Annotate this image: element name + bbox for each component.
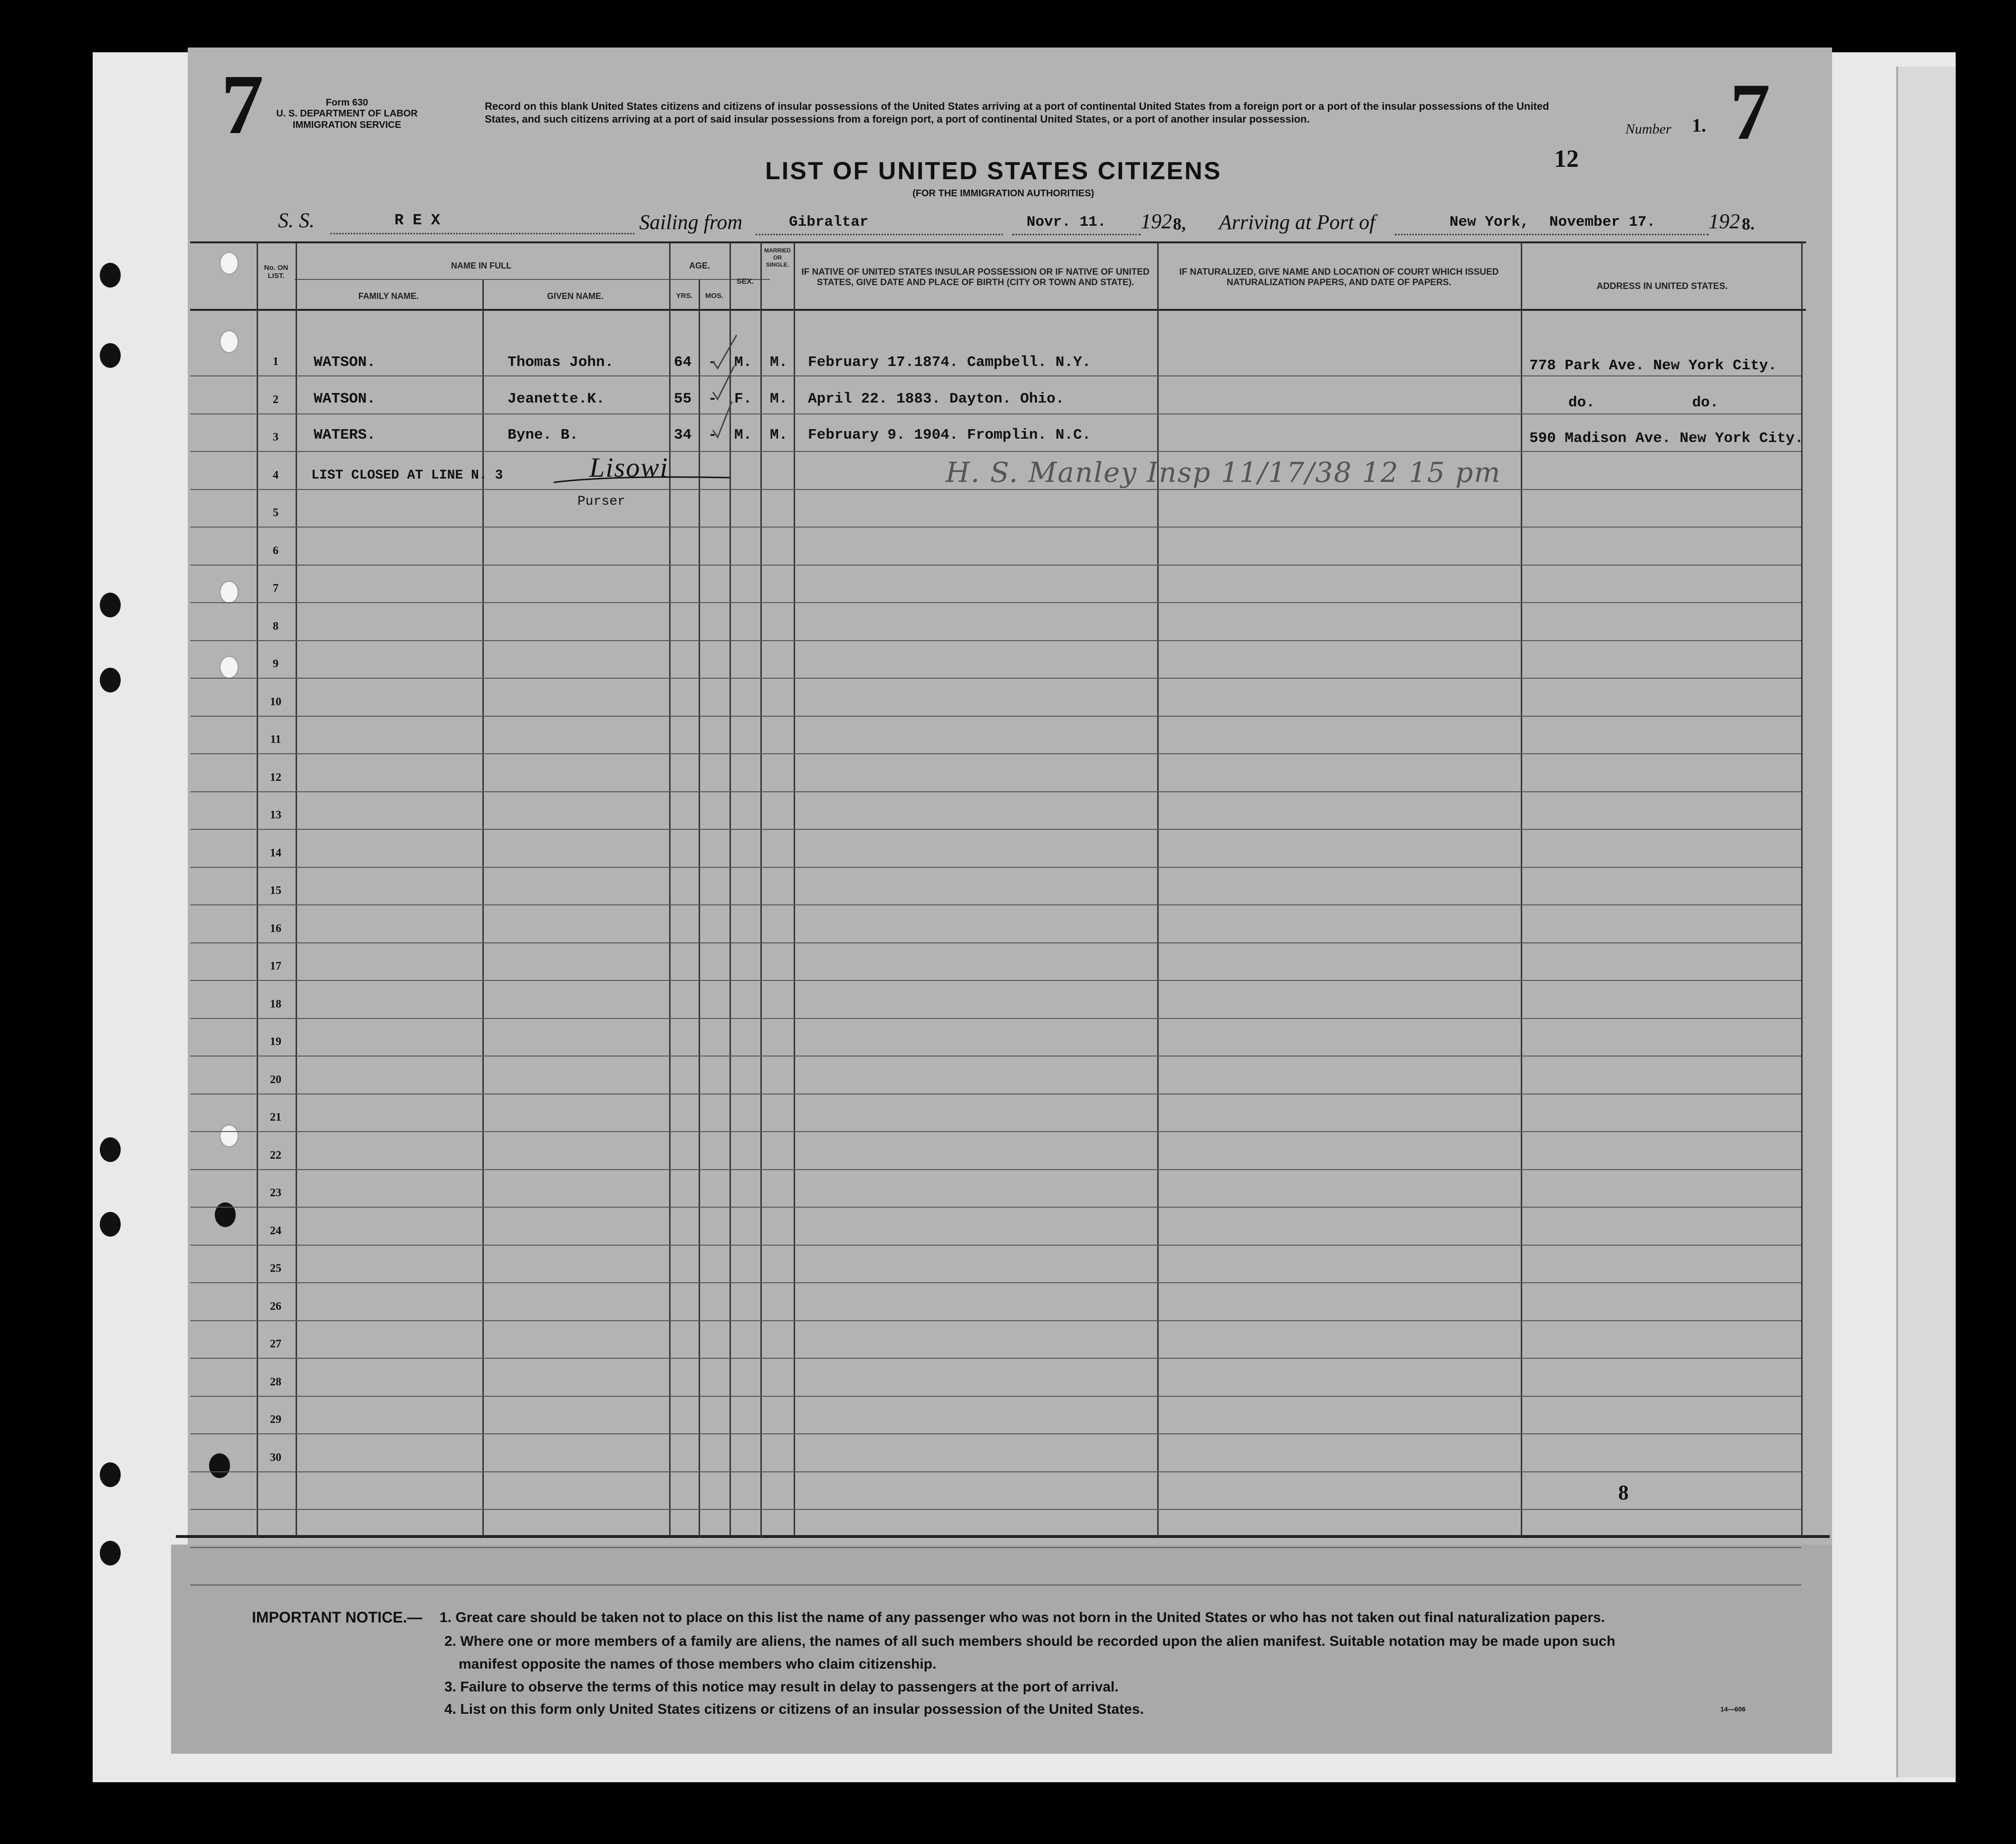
row-number: 17 <box>270 960 281 972</box>
age-years-cell: 55 <box>674 391 692 407</box>
column-rule <box>1157 242 1159 1537</box>
row-number: 7 <box>273 582 278 595</box>
row-number: 21 <box>270 1111 281 1124</box>
row-rule <box>190 1207 1801 1208</box>
row-rule <box>190 1131 1801 1132</box>
row-number: 9 <box>273 658 278 670</box>
ship-underline <box>330 233 634 234</box>
address-cell: do. do. <box>1568 394 1719 411</box>
row-rule <box>190 904 1801 905</box>
manifest-sheet <box>188 48 1832 1749</box>
header-marital: MARRIED OR SINGLE. <box>764 247 791 268</box>
row-rule <box>190 716 1801 717</box>
binder-hole <box>209 1453 230 1478</box>
row-rule <box>190 1509 1801 1510</box>
row-number: 24 <box>270 1225 281 1237</box>
sex-cell: M. <box>734 427 752 443</box>
table-top-border <box>190 241 1806 243</box>
footer-mark: 8 <box>1618 1481 1629 1504</box>
column-rule <box>794 242 795 1537</box>
notice-heading: IMPORTANT NOTICE.— <box>252 1609 422 1626</box>
birth-cell: February 9. 1904. Fromplin. N.C. <box>808 427 1091 443</box>
arriving-label: Arriving at Port of <box>1219 211 1375 234</box>
header-address: ADDRESS IN UNITED STATES. <box>1596 281 1728 291</box>
row-number: 20 <box>270 1074 281 1086</box>
binder-hole <box>220 656 239 679</box>
ship-name: R E X <box>394 211 441 229</box>
row-rule <box>190 640 1801 641</box>
row-rule <box>190 1471 1801 1472</box>
row-rule <box>190 1396 1801 1397</box>
header-birth: IF NATIVE OF UNITED STATES INSULAR POSSESSION OR IF NATIVE OF UNITED STATES, GIVE DATE AND PLACE OF BIRTH (CITY OR TOWN AND STATE). <box>801 267 1150 288</box>
row-rule <box>190 980 1801 981</box>
row-number: 18 <box>270 998 281 1010</box>
row-rule <box>190 1282 1801 1283</box>
row-number: 25 <box>270 1262 281 1275</box>
row-number: 12 <box>270 771 281 784</box>
header-no-on-list: No. ON LIST. <box>264 264 288 280</box>
page-title: LIST OF UNITED STATES CITIZENS <box>765 157 1222 185</box>
row-rule <box>190 1245 1801 1246</box>
notice-item: 2. Where one or more members of a family are aliens, the names of all such members should be recorded upon the alien manifest. Suitable notation may be made upon such <box>444 1633 1615 1649</box>
row-rule <box>190 489 1801 490</box>
list-closed-line: LIST CLOSED AT LINE N. 3 <box>311 468 503 483</box>
family-name-cell: WATSON. <box>314 354 376 371</box>
arrival-year-prefix: 192 <box>1709 210 1740 233</box>
row-rule <box>190 1169 1801 1170</box>
check-mark <box>713 366 734 399</box>
arrival-year-suffix: 8. <box>1742 214 1755 233</box>
page-number-right: 7 <box>1730 67 1770 156</box>
check-mark <box>713 402 732 437</box>
header-naturalized: IF NATURALIZED, GIVE NAME AND LOCATION OF COURT WHICH ISSUED NATURALIZATION PAPERS, AND DATE OF PAPERS. <box>1179 267 1499 288</box>
row-rule <box>190 1320 1801 1321</box>
binder-hole <box>220 330 239 353</box>
form-code: 14—606 <box>1720 1705 1746 1713</box>
marital-cell: M. <box>770 391 788 407</box>
binder-hole <box>100 668 121 692</box>
row-number: 3 <box>273 431 278 443</box>
row-number: 6 <box>273 545 278 557</box>
header-months: MOS. <box>705 292 724 300</box>
row-number: 14 <box>270 847 281 859</box>
header-bottom-border <box>190 309 1806 311</box>
age-months-cell: - <box>708 354 717 371</box>
row-rule <box>190 451 1801 452</box>
given-name-cell: Byne. B. <box>508 427 578 443</box>
row-rule <box>190 565 1801 566</box>
check-marks <box>684 309 760 451</box>
row-rule <box>190 1094 1801 1095</box>
form-instructions: Record on this blank United States citizens and citizens of insular possessions of the United States arriving at a port of continental United States from a foreign port or a port of the insular possessions of the United States, and such citizens arriving at a port of said insular possessions from a foreign port, a port of continental United States, or a port of another insular possession. <box>485 100 1549 125</box>
service-name: IMMIGRATION SERVICE <box>292 120 402 130</box>
marital-cell: M. <box>770 354 788 371</box>
binder-hole <box>100 1541 121 1565</box>
department-name: U. S. DEPARTMENT OF LABOR <box>276 108 418 119</box>
row-rule <box>190 527 1801 528</box>
binder-hole <box>100 343 121 368</box>
page-number-left: 7 <box>221 57 264 152</box>
signature-underline <box>554 473 734 487</box>
binder-hole <box>220 252 239 275</box>
row-rule <box>190 602 1801 603</box>
ship-label: S. S. <box>278 209 315 232</box>
notice-item: 3. Failure to observe the terms of this notice may result in delay to passengers at the port of arrival. <box>444 1679 1119 1695</box>
age-years-cell: 34 <box>674 427 692 443</box>
column-rule <box>257 242 258 1537</box>
purser-label: Purser <box>577 494 625 509</box>
row-number: 28 <box>270 1376 281 1388</box>
sheet-mark: 12 <box>1554 145 1579 173</box>
header-age: AGE. <box>689 261 710 270</box>
purser-signature: Lisowi <box>589 452 669 483</box>
departure-year-suffix: 8, <box>1173 214 1186 233</box>
row-rule <box>190 678 1801 679</box>
address-cell: 590 Madison Ave. New York City. <box>1529 430 1804 447</box>
row-rule <box>190 413 1801 414</box>
table-bottom-border <box>176 1535 1830 1538</box>
birth-cell: February 17.1874. Campbell. N.Y. <box>808 354 1091 371</box>
date-underline <box>1012 234 1141 235</box>
row-number: 29 <box>270 1413 281 1426</box>
departure-port: Gibraltar <box>789 214 869 230</box>
arrival-underline <box>1395 234 1709 235</box>
header-name-in-full: NAME IN FULL <box>451 261 511 270</box>
row-number: 4 <box>273 469 278 481</box>
row-number: 15 <box>270 884 281 897</box>
form-number: Form 630 <box>326 97 368 108</box>
row-rule <box>190 867 1801 868</box>
row-number: 13 <box>270 809 281 821</box>
row-number: 10 <box>270 696 281 708</box>
binder-hole <box>220 581 239 604</box>
age-months-cell: - <box>708 391 717 407</box>
row-rule <box>190 791 1801 792</box>
row-number: 8 <box>273 620 278 633</box>
row-rule <box>190 375 1801 376</box>
row-number: 23 <box>270 1187 281 1199</box>
row-rule <box>190 1433 1801 1434</box>
arrival-date: November 17. <box>1549 214 1656 230</box>
binder-hole <box>100 1137 121 1162</box>
birth-cell: April 22. 1883. Dayton. Ohio. <box>808 391 1065 407</box>
row-number: 11 <box>270 733 281 746</box>
row-rule <box>190 1358 1801 1359</box>
column-rule <box>296 242 297 1537</box>
column-rule <box>669 242 671 1537</box>
family-name-cell: WATSON. <box>314 391 376 407</box>
age-years-cell: 64 <box>674 354 692 371</box>
inspector-note: H. S. Manley Insp 11/17/38 12 15 pm <box>946 456 1501 489</box>
number-label: Number <box>1625 121 1671 137</box>
header-given-name: GIVEN NAME. <box>547 291 604 301</box>
binder-hole <box>100 263 121 288</box>
header-family-name: FAMILY NAME. <box>358 291 419 301</box>
arrival-port: New York, <box>1450 214 1529 230</box>
header-sex: SEX. <box>736 278 754 286</box>
family-name-cell: WATERS. <box>314 427 376 443</box>
notice-item: 4. List on this form only United States citizens or citizens of an insular possession of the United States. <box>444 1701 1144 1717</box>
header-years: YRS. <box>676 292 693 300</box>
page-subtitle: (FOR THE IMMIGRATION AUTHORITIES) <box>912 188 1094 199</box>
row-rule <box>190 1547 1801 1548</box>
column-rule <box>699 279 700 1537</box>
row-rule <box>190 1018 1801 1019</box>
row-number: 22 <box>270 1149 281 1162</box>
row-number: 30 <box>270 1451 281 1464</box>
departure-date: Novr. 11. <box>1027 214 1106 230</box>
binder-hole <box>100 1462 121 1487</box>
row-rule <box>190 753 1801 754</box>
row-number: 19 <box>270 1036 281 1048</box>
check-mark <box>713 335 737 368</box>
row-number: 26 <box>270 1300 281 1313</box>
address-cell: 778 Park Ave. New York City. <box>1529 357 1777 374</box>
binder-hole <box>100 1212 121 1237</box>
departure-underline <box>756 234 1003 235</box>
sailing-label: Sailing from <box>639 211 743 234</box>
column-rule <box>760 242 762 1537</box>
row-number: 16 <box>270 922 281 935</box>
sex-cell: M. <box>734 354 752 371</box>
given-name-cell: Thomas John. <box>508 354 614 371</box>
binder-hole <box>215 1202 236 1227</box>
age-months-cell: - <box>708 427 717 443</box>
marital-cell: M. <box>770 427 788 443</box>
row-number: 5 <box>273 507 278 519</box>
row-rule <box>190 829 1801 830</box>
given-name-cell: Jeanette.K. <box>508 391 605 407</box>
row-number: 1 <box>273 355 278 368</box>
number-value: 1. <box>1692 115 1706 136</box>
row-number: 27 <box>270 1338 281 1350</box>
column-rule <box>1521 242 1522 1537</box>
binder-hole <box>220 1124 239 1147</box>
page-stack-edge <box>1896 67 1955 1777</box>
sex-cell: F. <box>734 391 752 407</box>
row-rule <box>190 942 1801 943</box>
notice-item: manifest opposite the names of those members who claim citizenship. <box>459 1656 937 1672</box>
binder-hole <box>100 593 121 617</box>
departure-year-prefix: 192 <box>1141 210 1172 233</box>
row-number: 2 <box>273 394 278 406</box>
notice-item: 1. Great care should be taken not to place on this list the name of any passenger who was not born in the United States or who has not taken out final naturalization papers. <box>440 1610 1605 1625</box>
